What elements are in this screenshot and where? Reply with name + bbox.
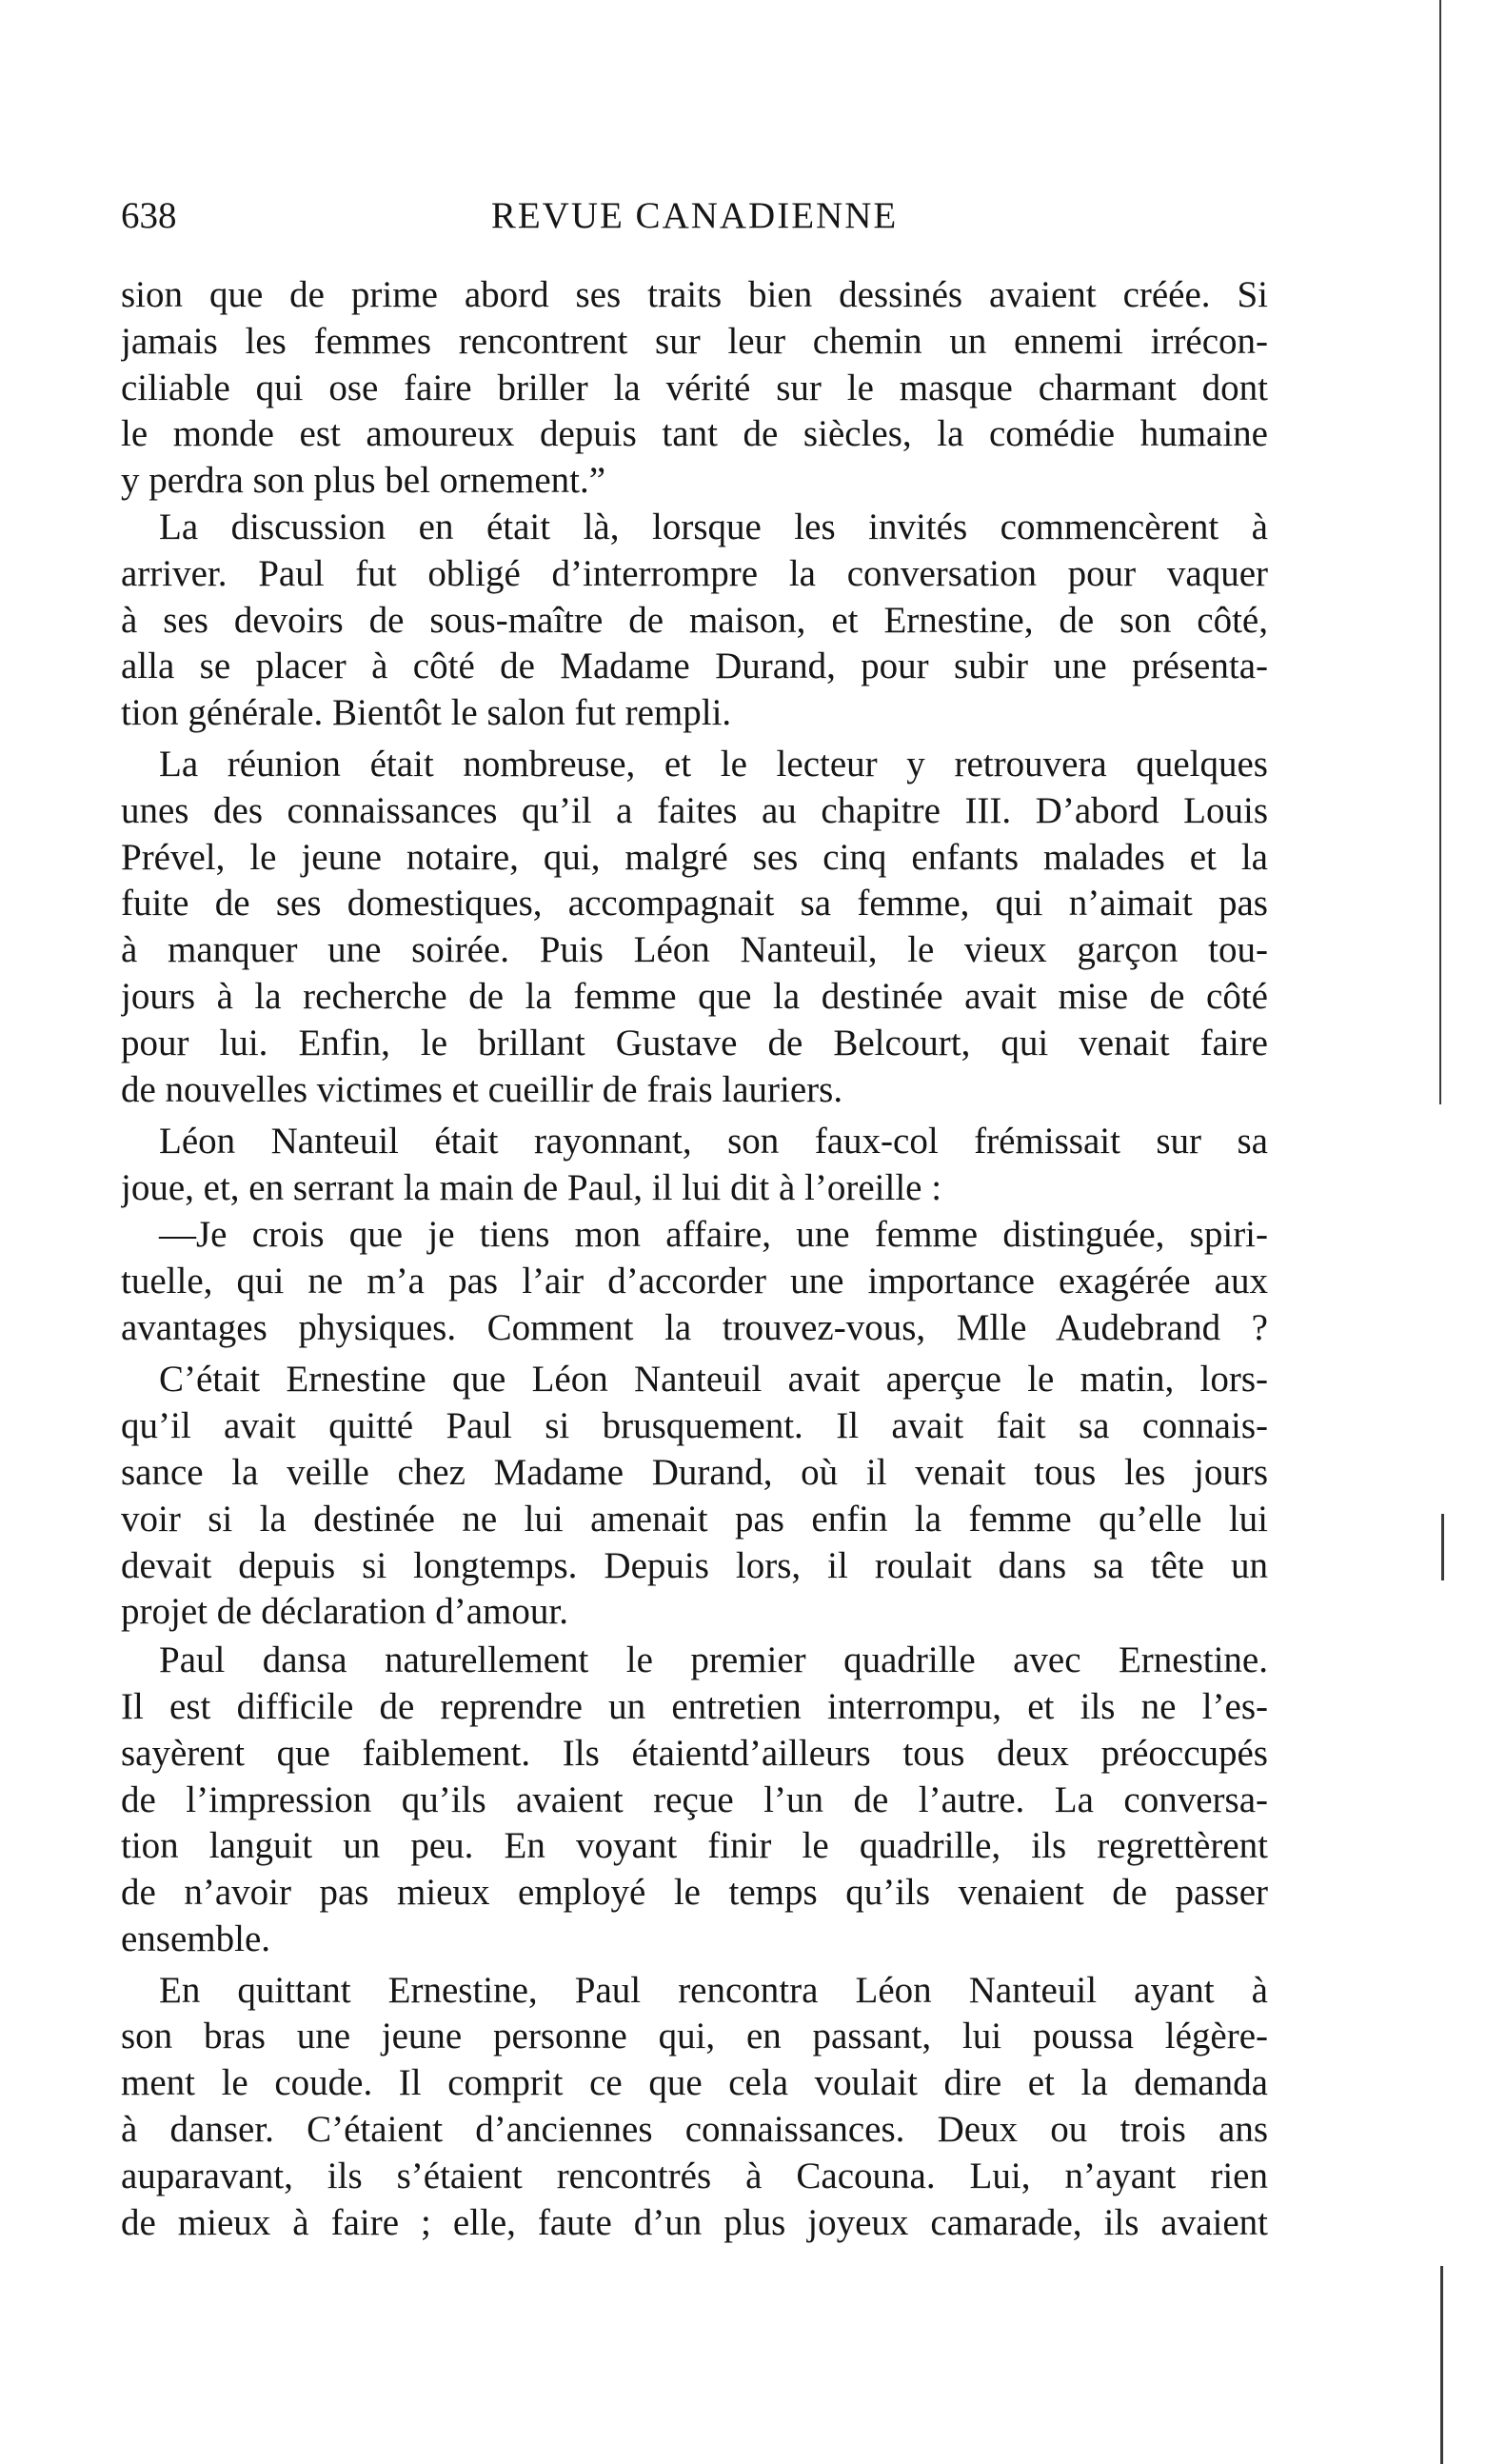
text-line: de nouvelles victimes et cueillir de frais lauriers. xyxy=(121,1068,843,1110)
text-line: La réunion était nombreuse, et le lecteur y retrouvera quelques xyxy=(159,743,1268,785)
text-line: En quittant Ernestine, Paul rencontra Léon Nanteuil ayant à xyxy=(159,1969,1268,2011)
scan-edge-line xyxy=(1441,1514,1444,1580)
text-line: tion languit un peu. En voyant finir le quadrille, ils regrettèrent xyxy=(121,1825,1268,1867)
paragraph xyxy=(121,505,1268,737)
text-line: sayèrent que faiblement. Ils étaientd’ailleurs tous deux préoccupés xyxy=(121,1732,1268,1774)
page-number: 638 xyxy=(121,195,177,236)
text-line: à ses devoirs de sous-maître de maison, et Ernestine, de son côté, xyxy=(121,599,1268,641)
text-line: à manquer une soirée. Puis Léon Nanteuil, le vieux garçon tou- xyxy=(121,929,1268,971)
text-line: son bras une jeune personne qui, en passant, lui poussa légère- xyxy=(121,2016,1268,2057)
paragraph xyxy=(121,1638,1268,1963)
text-line: à danser. C’étaient d’anciennes connaissances. Deux ou trois ans xyxy=(121,2109,1268,2151)
text-line: y perdra son plus bel ornement.” xyxy=(121,460,606,502)
text-line: sion que de prime abord ses traits bien dessinés avaient créée. Si xyxy=(121,274,1268,315)
text-line: auparavant, ils s’étaient rencontrés à Cacouna. Lui, n’ayant rien xyxy=(121,2155,1268,2196)
text-line: jamais les femmes rencontrent sur leur chemin un ennemi irrécon- xyxy=(121,320,1268,362)
text-line: avantages physiques. Comment la trouvez-vous, Mlle Audebrand ? xyxy=(121,1306,1268,1348)
paragraph xyxy=(121,1968,1268,2247)
text-line: le monde est amoureux depuis tant de siècles, la comédie humaine xyxy=(121,413,1268,455)
text-line: Il est difficile de reprendre un entretien interrompu, et ils ne l’es- xyxy=(121,1685,1268,1727)
text-line: de l’impression qu’ils avaient reçue l’un de l’autre. La conversa- xyxy=(121,1778,1268,1820)
text-line: Paul dansa naturellement le premier quadrille avec Ernestine. xyxy=(159,1639,1268,1681)
text-line: ment le coude. Il comprit ce que cela voulait dire et la demanda xyxy=(121,2062,1268,2104)
text-line: alla se placer à côté de Madame Durand, pour subir une présenta- xyxy=(121,646,1268,687)
text-line: projet de déclaration d’amour. xyxy=(121,1591,568,1633)
text-line: tuelle, qui ne m’a pas l’air d’accorder une importance exagérée aux xyxy=(121,1260,1268,1302)
text-line: ciliable qui ose faire briller la vérité sur le masque charmant dont xyxy=(121,367,1268,408)
text-line: arriver. Paul fut obligé d’interrompre la conversation pour vaquer xyxy=(121,552,1268,594)
text-line: tion générale. Bientôt le salon fut rempli. xyxy=(121,692,732,734)
text-line: Léon Nanteuil était rayonnant, son faux-col frémissait sur sa xyxy=(159,1121,1268,1162)
text-line: qu’il avait quitté Paul si brusquement. Il avait fait sa connais- xyxy=(121,1405,1268,1447)
running-header xyxy=(121,193,1268,239)
paragraph xyxy=(121,1212,1268,1351)
text-line: jours à la recherche de la femme que la destinée avait mise de côté xyxy=(121,975,1268,1017)
paragraph xyxy=(121,742,1268,1113)
text-line: voir si la destinée ne lui amenait pas enfin la femme qu’elle lui xyxy=(121,1498,1268,1540)
body-text xyxy=(121,272,1268,2246)
text-line: La discussion en était là, lorsque les invités commencèrent à xyxy=(159,506,1268,547)
text-line: Prével, le jeune notaire, qui, malgré ses cinq enfants malades et la xyxy=(121,836,1268,878)
scan-edge-line xyxy=(1439,0,1441,1104)
text-line: —Je crois que je tiens mon affaire, une femme distinguée, spiri- xyxy=(159,1213,1268,1255)
text-line: de mieux à faire ; elle, faute d’un plus joyeux camarade, ils avaient xyxy=(121,2201,1268,2243)
text-line: ensemble. xyxy=(121,1918,271,1959)
text-line: C’était Ernestine que Léon Nanteuil avait aperçue le matin, lors- xyxy=(159,1359,1268,1401)
text-line: joue, et, en serrant la main de Paul, il lui dit à l’oreille : xyxy=(121,1167,942,1209)
text-line: unes des connaissances qu’il a faites au chapitre III. D’abord Louis xyxy=(121,789,1268,831)
text-line: devait depuis si longtemps. Depuis lors, il roulait dans sa tête un xyxy=(121,1544,1268,1586)
paragraph xyxy=(121,1119,1268,1212)
text-line: de n’avoir pas mieux employé le temps qu’ils venaient de passer xyxy=(121,1872,1268,1914)
text-line: fuite de ses domestiques, accompagnait sa femme, qui n’aimait pas xyxy=(121,883,1268,924)
scan-edge-line xyxy=(1440,2266,1443,2464)
running-title: REVUE CANADIENNE xyxy=(490,195,899,236)
text-line: sance la veille chez Madame Durand, où il venait tous les jours xyxy=(121,1451,1268,1493)
paragraph xyxy=(121,1357,1268,1636)
paragraph xyxy=(121,272,1268,505)
text-line: pour lui. Enfin, le brillant Gustave de Belcourt, qui venait faire xyxy=(121,1022,1268,1063)
